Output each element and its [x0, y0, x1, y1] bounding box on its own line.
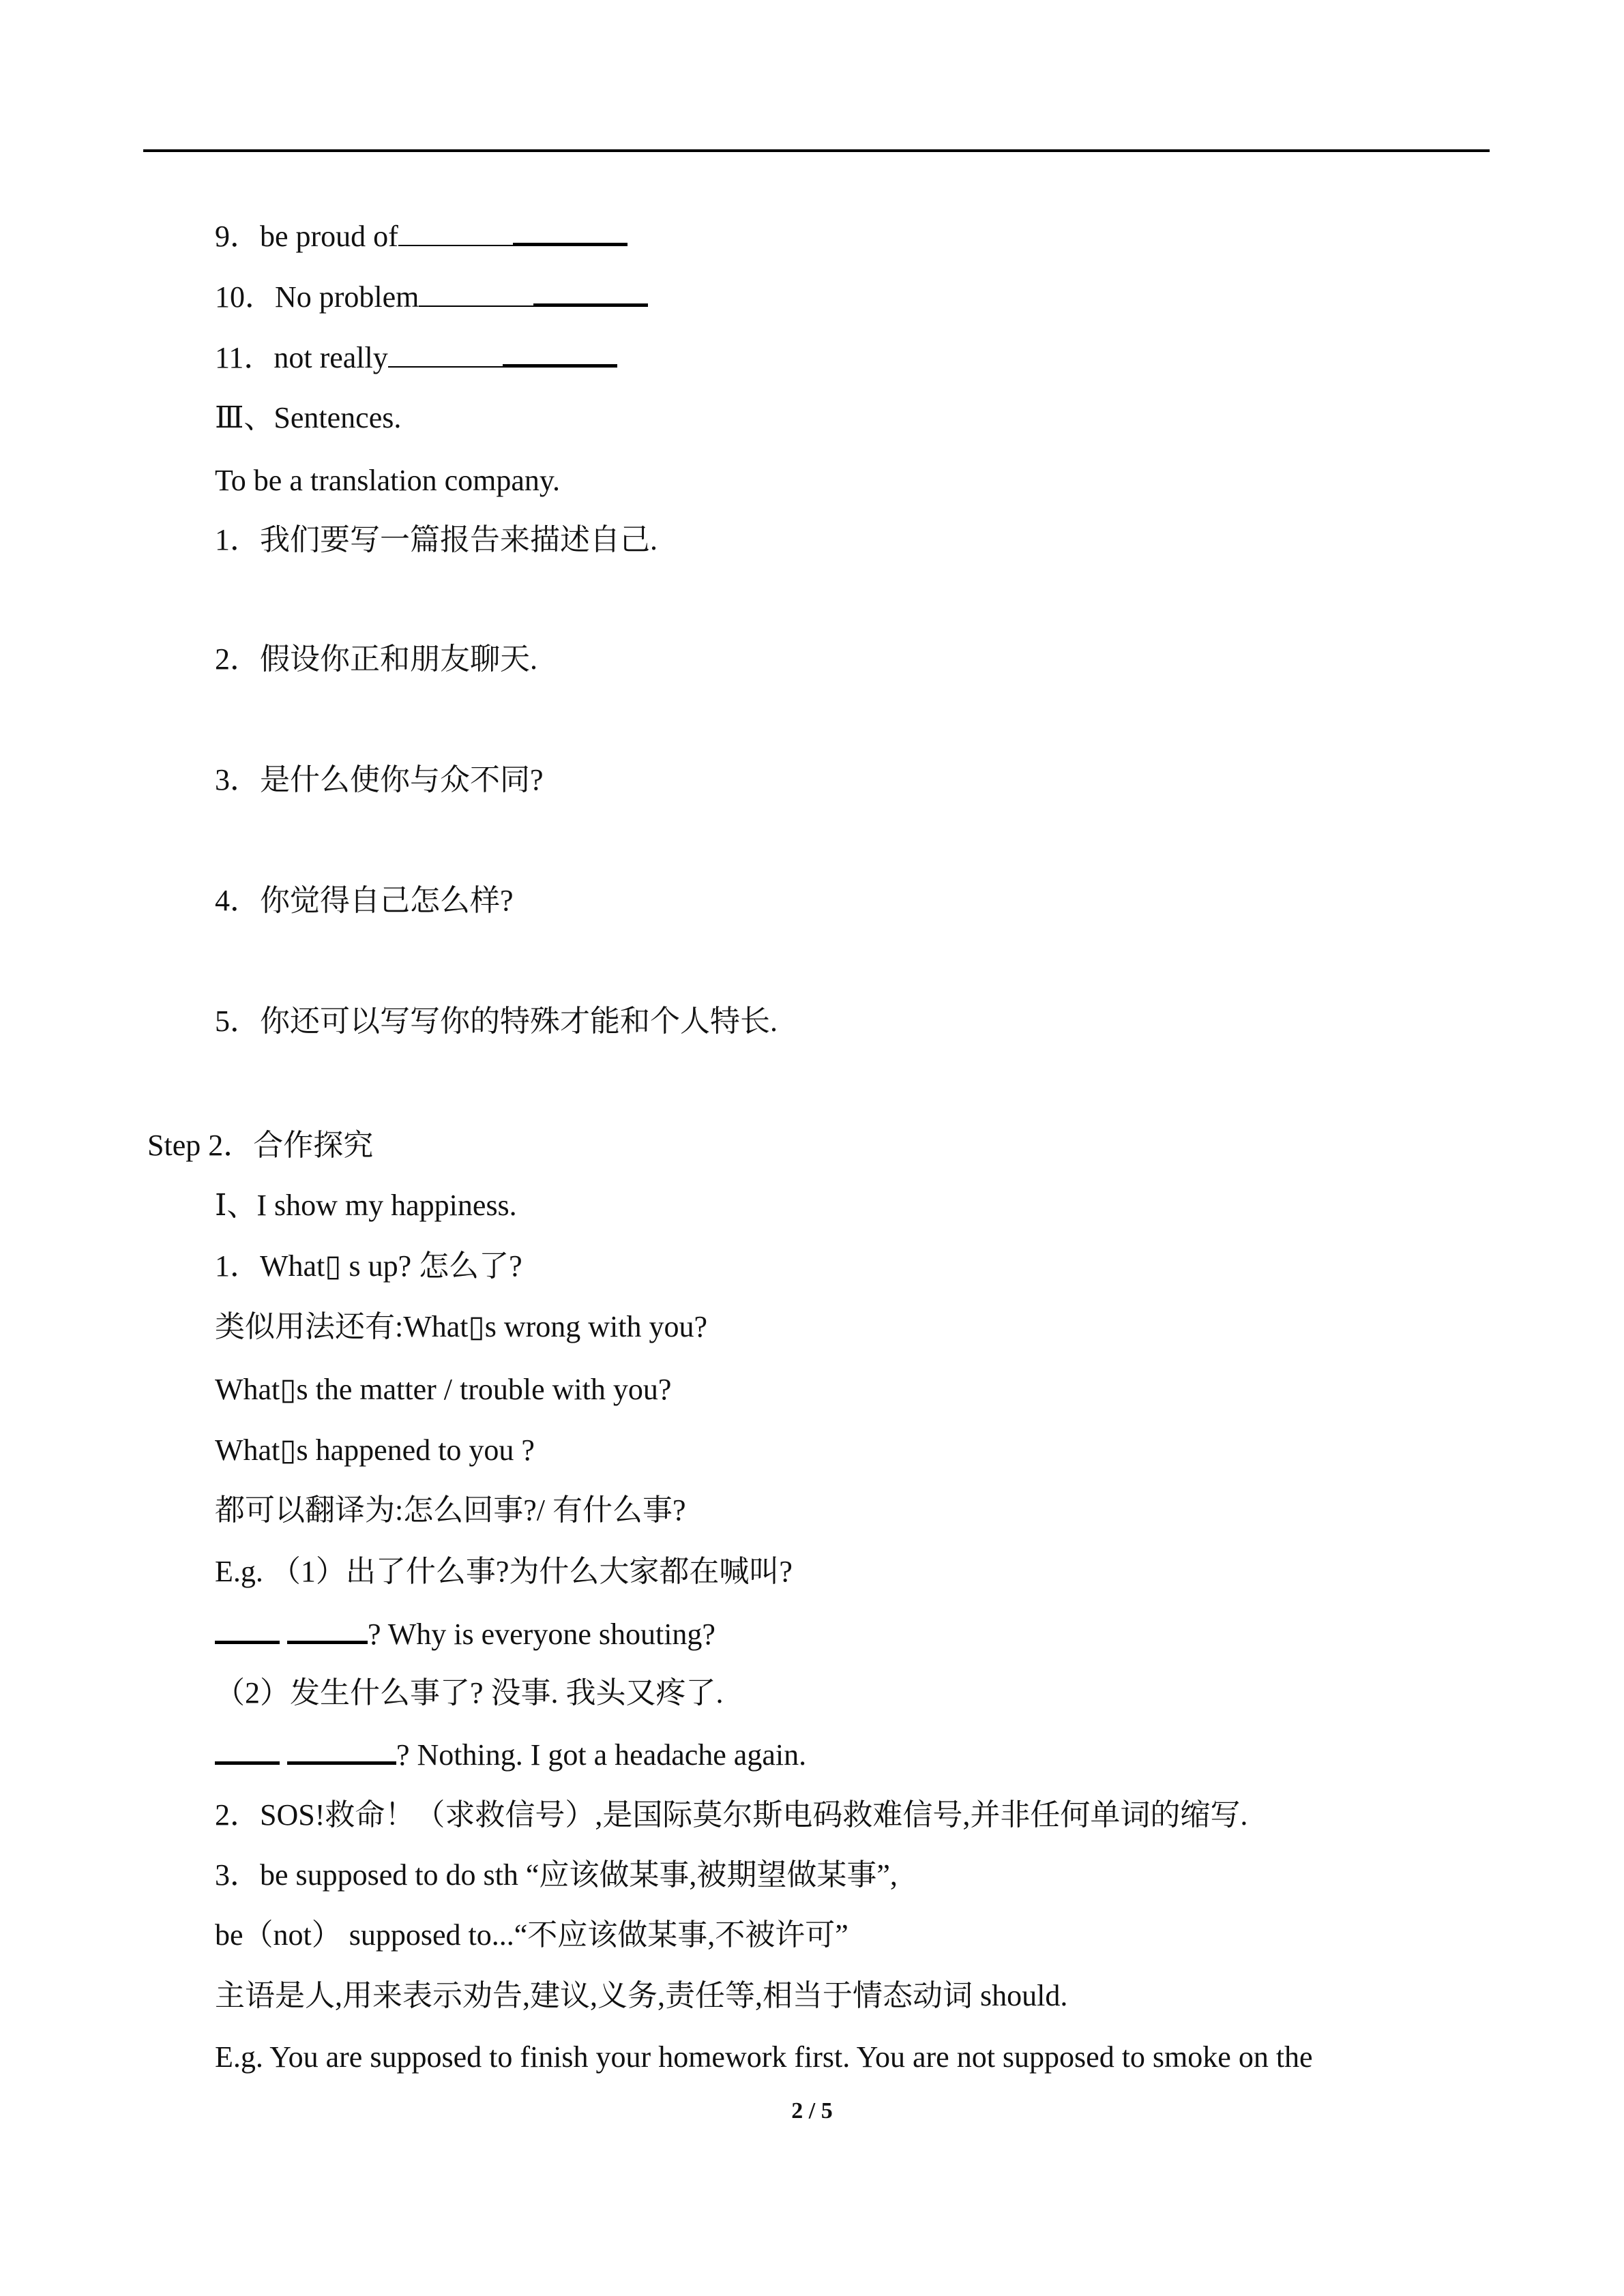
sentence-item: 1．我们要写一篇报告来描述自己. [215, 523, 658, 556]
answer-blank[interactable] [503, 338, 617, 368]
paragraph: What▯s the matter / trouble with you? [215, 1373, 672, 1406]
example-answer-line: ? Why is everyone shouting? [215, 1615, 715, 1653]
answer-blank[interactable] [513, 217, 628, 246]
example-answer-line: ? Nothing. I got a headache again. [215, 1735, 806, 1774]
answer-blank[interactable] [388, 340, 503, 368]
answer-blank[interactable] [398, 219, 513, 246]
page-number: 2 / 5 [791, 2098, 833, 2123]
answer-blank[interactable] [215, 1735, 280, 1765]
step-heading: Step 2．合作探究 [147, 1129, 374, 1162]
vocab-item-9: 9．be proud of [215, 217, 628, 255]
vocab-item-10: 10．No problem [215, 278, 648, 316]
paragraph: 主语是人,用来表示劝告,建议,义务,责任等,相当于情态动词 should. [215, 1979, 1068, 2012]
paragraph: 3．be supposed to do sth “应该做某事,被期望做某事”, [215, 1858, 898, 1892]
sentence-item: 3．是什么使你与众不同? [215, 763, 544, 796]
vocab-item-11: 11．not really [215, 338, 617, 376]
example: （2）发生什么事了? 没事. 我头又疼了. [215, 1676, 724, 1710]
answer-blank[interactable] [287, 1615, 368, 1644]
paragraph: 2．SOS!救命！（求救信号）,是国际莫尔斯电码救难信号,并非任何单词的缩写. [215, 1798, 1248, 1832]
sentence-item: 4．你觉得自己怎么样? [215, 884, 514, 917]
paragraph: 类似用法还有:What▯s wrong with you? [215, 1310, 708, 1343]
answer-blank[interactable] [287, 1735, 396, 1765]
paragraph: What▯s happened to you ? [215, 1433, 535, 1467]
section-intro: To be a translation company. [215, 464, 561, 497]
sentence-item: 5．你还可以写写你的特殊才能和个人特长. [215, 1004, 778, 1038]
sentence-item: 2．假设你正和朋友聊天. [215, 642, 537, 676]
answer-blank[interactable] [419, 280, 533, 307]
header-rule [143, 149, 1490, 152]
paragraph: be（not） supposed to...“不应该做某事,不被许可” [215, 1918, 848, 1952]
section-heading: Ⅲ、Sentences. [215, 401, 402, 434]
paragraph: E.g. You are supposed to finish your homework first. You are not supposed to smoke on the [215, 2040, 1313, 2074]
example: E.g. （1）出了什么事?为什么大家都在喊叫? [215, 1555, 793, 1588]
answer-blank[interactable] [533, 278, 648, 307]
subsection-heading: Ⅰ、I show my happiness. [215, 1189, 517, 1222]
answer-blank[interactable] [215, 1615, 280, 1644]
paragraph: 都可以翻译为:怎么回事?/ 有什么事? [215, 1493, 686, 1527]
paragraph: 1．What▯ s up? 怎么了? [215, 1249, 522, 1283]
